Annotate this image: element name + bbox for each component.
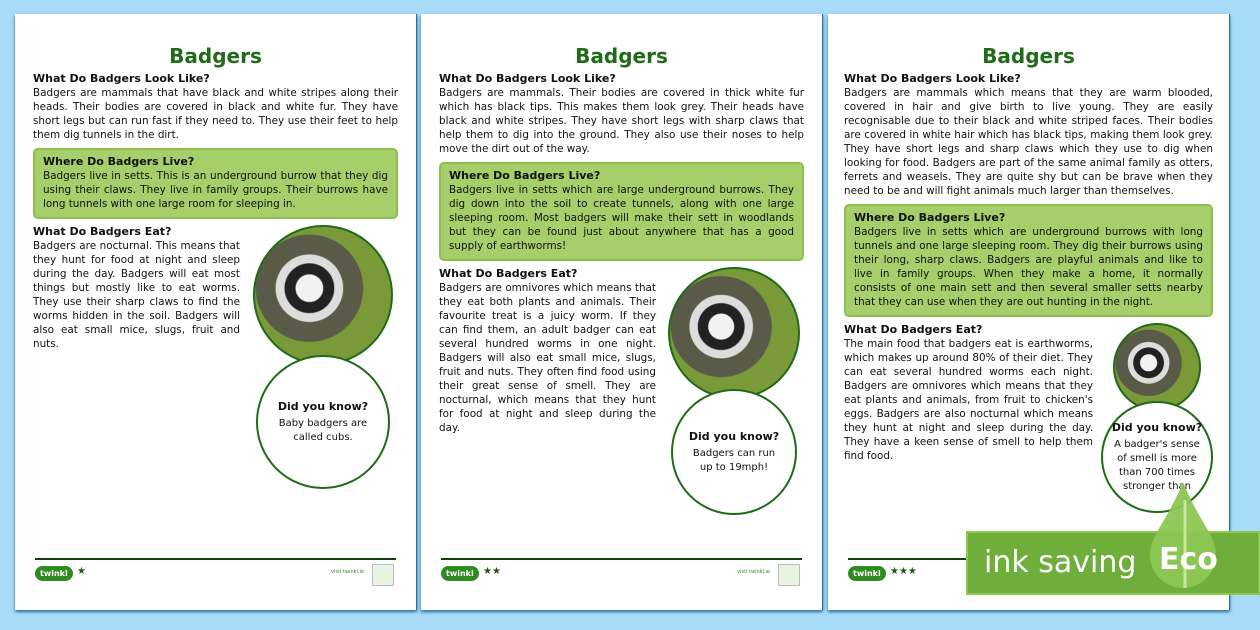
twinkl-logo: twinkl [35,566,73,581]
did-you-know-circle [671,389,797,515]
difficulty-stars: ★★ [483,566,501,577]
difficulty-stars: ★★★ [890,566,917,577]
twinkl-logo: twinkl [848,566,886,581]
look-text: Badgers are mammals which means that they are warm blooded, covered in hair and give birth to live young. They are easily recognisable due to their black and white striped faces. Their bodies are covered in white hair which has black tips, making them look grey. They have short legs and sharp claws which they use to dig when looking for food. Badgers are part of the same animal family as otters, ferrets and weasels. They are quite shy but can be brave when they need to be and will fight animals much larger than themselves. [844,87,1213,197]
did-you-know-circle [256,355,390,489]
look-heading: What Do Badgers Look Like? [33,72,210,85]
eat-heading: What Do Badgers Eat? [33,225,172,238]
eat-text: Badgers are nocturnal. This means that they hunt for food at night and sleep during the day. Badgers will eat most things but mostly like to eat worms. They use their sharp claws to find the worms hidden in the soil. Badgers will also eat small mice, slugs, fruit and nuts. [33,240,240,350]
visit-link: visit twinkl.ie [331,569,364,575]
live-text: Badgers live in setts. This is an underground burrow that they dig using their claws. They live in family groups. Their burrows have long tunnels with one large room for sleeping in. [43,170,388,210]
footer-divider [848,558,967,560]
page-title: Badgers [169,44,262,68]
badger-photo [253,225,393,365]
page-content [33,72,398,489]
live-heading: Where Do Badgers Live? [854,211,1006,224]
worksheet-page-1 [15,14,417,610]
page-title: Badgers [982,44,1075,68]
look-text: Badgers are mammals that have black and white stripes along their heads. Their bodies are covered in black and white fur. They have short legs but can run fast if they need to. They use their feet to help them dig tunnels in the dirt. [33,87,398,141]
footer-divider [441,558,802,560]
live-box [33,148,398,219]
look-text: Badgers are mammals. Their bodies are covered in thick white fur which has black tips. This makes them look grey. Their heads have black and white stripes. They have short legs with sharp claws that help them to dig into the ground. They also use their noses to help move the dirt out of the way. [439,87,804,155]
live-box [439,162,804,261]
page-content [439,72,804,515]
ink-saving-label: ink saving [984,545,1137,580]
eat-text: The main food that badgers eat is earthworms, which makes up around 80% of their diet. They can eat several hundred worms each night. Badgers are omnivores which means that they eat plants and animals, from fruit to chicken's eggs. Badgers are also nocturnal which means they hunt at night and sleep during the day. They have a keen sense of smell to help them find food. [844,338,1093,462]
live-text: Badgers live in setts which are large underground burrows. They dig down into the soil to create tunnels, along with one large sleeping room. Most badgers will make their sett in woodlands but they can be found just about anywhere that has a good supply of earthworms! [449,184,794,252]
live-text: Badgers live in setts which are underground burrows with long tunnels and one large sleeping room. They dig their burrows using their long, sharp claws. Badgers are playful animals and like to live in family groups. When they make a home, it normally consists of one main sett and then several smaller setts nearby that they can use when they are out hunting in the night. [854,226,1203,308]
dyk-text: Baby badgers are called cubs. [278,417,368,443]
live-heading: Where Do Badgers Live? [43,155,195,168]
eat-heading: What Do Badgers Eat? [844,323,983,336]
badger-photo [1113,323,1201,411]
live-heading: Where Do Badgers Live? [449,169,601,182]
footer-divider [35,558,396,560]
dyk-heading: Did you know? [688,429,780,443]
eco-label: Eco [1159,542,1218,577]
twinkl-logo: twinkl [441,566,479,581]
page-content [844,72,1213,513]
dyk-heading: Did you know? [1111,420,1203,434]
quality-badge-icon [778,564,800,586]
eat-heading: What Do Badgers Eat? [439,267,578,280]
visit-link: visit twinkl.ie [737,569,770,575]
difficulty-stars: ★ [77,566,86,577]
badger-photo [668,267,800,399]
dyk-text: A badger's sense of smell is more than 700 times stronger than [1114,438,1200,492]
eat-text: Badgers are omnivores which means that they eat both plants and animals. Their favourite treat is a juicy worm. If they can find them, an adult badger can eat several hundred worms in one night. Badgers will also eat small mice, slugs, fruit and nuts. They often find food using their great sense of smell. They are nocturnal, which means that they hunt for food at night and sleep during the day. [439,282,656,434]
eat-section [33,225,398,489]
worksheet-page-2 [421,14,823,610]
look-heading: What Do Badgers Look Like? [844,72,1021,85]
dyk-text: Badgers can run up to 19mph! [692,447,776,473]
eat-section [439,267,804,515]
quality-badge-icon [372,564,394,586]
live-box [844,204,1213,317]
dyk-heading: Did you know? [277,399,369,413]
page-title: Badgers [575,44,668,68]
look-heading: What Do Badgers Look Like? [439,72,616,85]
